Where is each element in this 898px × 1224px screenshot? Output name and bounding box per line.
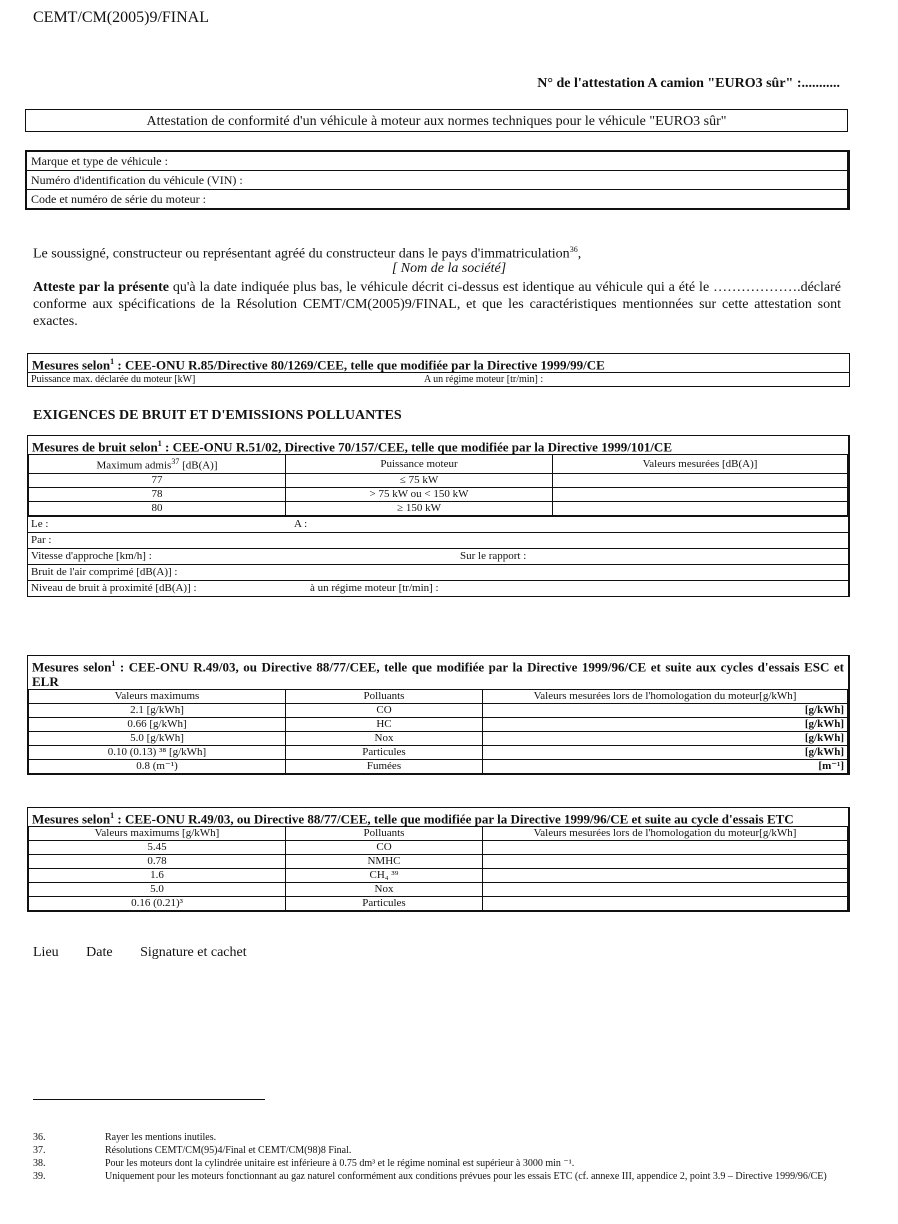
table-row: 5.45 CO bbox=[29, 841, 848, 855]
noise-measured-cell[interactable] bbox=[553, 473, 848, 487]
table-row: 80 ≥ 150 kW bbox=[29, 501, 848, 515]
table-row: 0.78 NMHC bbox=[29, 855, 848, 869]
table-row: 5.0 Nox bbox=[29, 883, 848, 897]
noise-header-max: Maximum admis$^{37}$ [dB(A)] bbox=[29, 455, 286, 474]
noise-header-measured: Valeurs mesurées [dB(A)] bbox=[553, 455, 848, 474]
declaration-body bbox=[33, 279, 841, 330]
requirements-heading: EXIGENCES DE BRUIT ET D'EMISSIONS POLLUANTES bbox=[33, 408, 402, 423]
esc-measured-cell[interactable]: [g/kWh] bbox=[483, 732, 848, 746]
footnote-39: 39. Uniquement pour les moteurs fonctionnant au gaz naturel conformément aux conditions prévues pour les essais ETC (cf. annexe III, appendice 2, point 3.9 – Directive 1999/96/CE) bbox=[33, 1171, 827, 1182]
noise-date-row bbox=[28, 516, 848, 532]
esc-header-measured: Valeurs mesurées lors de l'homologation du moteur[g/kWh] bbox=[483, 690, 848, 704]
gear-ratio-field[interactable]: Sur le rapport : bbox=[460, 549, 527, 562]
table-row: 1.6 CH₄ ³⁹ bbox=[29, 869, 848, 883]
table-row: 0.8 (m⁻¹) Fumées [m⁻¹] bbox=[29, 760, 848, 774]
table-row: 78 > 75 kW ou < 150 kW bbox=[29, 487, 848, 501]
table-row: 77 ≤ 75 kW bbox=[29, 473, 848, 487]
etc-table bbox=[28, 826, 848, 911]
noise-section bbox=[27, 435, 850, 597]
table-row: 0.10 (0.13) ³⁸ [g/kWh] Particules [g/kWh] bbox=[29, 746, 848, 760]
power-speed-label[interactable]: A un régime moteur [tr/min] : bbox=[424, 374, 544, 386]
etc-measured-cell[interactable] bbox=[483, 883, 848, 897]
place-label[interactable]: Lieu bbox=[33, 945, 59, 960]
footnote-divider bbox=[33, 1099, 265, 1100]
vehicle-make-field[interactable]: Marque et type de véhicule : bbox=[27, 152, 847, 171]
etc-measured-cell[interactable] bbox=[483, 841, 848, 855]
esc-header-max: Valeurs maximums bbox=[29, 690, 286, 704]
engine-code-field[interactable]: Code et numéro de série du moteur : bbox=[31, 192, 206, 206]
etc-measured-cell[interactable] bbox=[483, 869, 848, 883]
esc-table bbox=[28, 689, 848, 774]
declaration-rest: qu'à la date indiquée plus bas, le véhicule décrit ci-dessus est identique au véhicule qui a été le ……………….déclaré conforme aux spécifications de la Résolution CEMT/CM(2005)9/FINAL, et que les caractéristiques mentionnées sur cette attestation sont exactes. bbox=[33, 280, 841, 329]
esc-header-pollutant: Polluants bbox=[286, 690, 483, 704]
esc-measured-cell[interactable]: [g/kWh] bbox=[483, 746, 848, 760]
company-name-placeholder: [ Nom de la société] bbox=[391, 261, 507, 276]
etc-header-pollutant: Polluants bbox=[286, 827, 483, 841]
declaration-bold: Atteste par la présente bbox=[33, 280, 169, 295]
esc-measured-cell[interactable]: [g/kWh] bbox=[483, 704, 848, 718]
footnote-37: 37. Résolutions CEMT/CM(95)4/Final et CEMT/CM(98)8 Final. bbox=[33, 1145, 352, 1156]
footnote-38: 38. Pour les moteurs dont la cylindrée unitaire est inférieure à 0.75 dm³ et le régime nominal est supérieur à 3000 min ⁻¹. bbox=[33, 1158, 575, 1169]
air-noise-field[interactable]: Bruit de l'air comprimé [dB(A)] : bbox=[31, 565, 178, 578]
by-field[interactable]: Par : bbox=[31, 533, 52, 546]
table-row: 2.1 [g/kWh] CO [g/kWh] bbox=[29, 704, 848, 718]
esc-section-title: Mesures selon$^1$ : CEE-ONU R.49/03, ou Directive 88/77/CEE, telle que modifiée par la Directive 1999/96/CE et suite aux cycles d'essais ESC et ELR bbox=[32, 659, 845, 690]
date-label[interactable]: Date bbox=[86, 945, 113, 960]
noise-measured-cell[interactable] bbox=[553, 487, 848, 501]
air-noise-row bbox=[28, 564, 848, 580]
footnote-ref-36: 36 bbox=[569, 245, 578, 254]
noise-header-power: Puissance moteur bbox=[286, 455, 553, 474]
document-id: CEMT/CM(2005)9/FINAL bbox=[33, 9, 209, 26]
declaration-line1: Le soussigné, constructeur ou représentant agréé du constructeur dans le pays d'immatriculation$^{36}$, bbox=[33, 245, 582, 262]
esc-measured-cell[interactable]: [g/kWh] bbox=[483, 718, 848, 732]
proximity-speed-field[interactable]: à un régime moteur [tr/min] : bbox=[310, 581, 439, 594]
power-section bbox=[27, 353, 850, 387]
table-row: 0.16 (0.21)³ Particules bbox=[29, 897, 848, 911]
signature-line bbox=[33, 945, 271, 961]
noise-section-title: Mesures de bruit selon$^1$ : CEE-ONU R.51/02, Directive 70/157/CEE, telle que modifiée par la Directive 1999/101/CE bbox=[32, 439, 672, 455]
esc-measured-cell[interactable]: [m⁻¹] bbox=[483, 760, 848, 774]
noise-table bbox=[28, 454, 848, 516]
noise-measured-cell[interactable] bbox=[553, 501, 848, 515]
vehicle-id-box bbox=[25, 150, 850, 210]
noise-by-row bbox=[28, 532, 848, 548]
date-field[interactable]: Le : bbox=[31, 517, 49, 530]
proximity-noise-field[interactable]: Niveau de bruit à proximité [dB(A)] : bbox=[31, 581, 197, 594]
declaration-text: Le soussigné, constructeur ou représentant agréé du constructeur dans le pays d'immatriculation bbox=[33, 246, 570, 262]
etc-header-max: Valeurs maximums [g/kWh] bbox=[29, 827, 286, 841]
power-section-title: Mesures selon$^1$ : CEE-ONU R.85/Directive 80/1269/CEE, telle que modifiée par la Directive 1999/99/CE bbox=[32, 357, 605, 373]
table-row: 0.66 [g/kWh] HC [g/kWh] bbox=[29, 718, 848, 732]
footnote-36: 36. Rayer les mentions inutiles. bbox=[33, 1132, 217, 1143]
signature-label[interactable]: Signature et cachet bbox=[140, 945, 247, 960]
power-row bbox=[28, 372, 849, 386]
etc-measured-cell[interactable] bbox=[483, 855, 848, 869]
place-field[interactable]: A : bbox=[294, 517, 308, 530]
attestation-title: Attestation de conformité d'un véhicule à moteur aux normes techniques pour le véhicule "EURO3 sûr" bbox=[25, 109, 848, 132]
etc-header-measured: Valeurs mesurées lors de l'homologation du moteur[g/kWh] bbox=[483, 827, 848, 841]
approach-speed-row bbox=[28, 548, 848, 564]
etc-section bbox=[27, 807, 850, 912]
etc-section-title: Mesures selon$^1$ : CEE-ONU R.49/03, ou Directive 88/77/CEE, telle que modifiée par la Directive 1999/96/CE et suite au cycle d'essais ETC bbox=[32, 811, 794, 827]
approach-speed-field[interactable]: Vitesse d'approche [km/h] : bbox=[31, 549, 152, 562]
vin-field[interactable]: Numéro d'identification du véhicule (VIN) : bbox=[27, 171, 847, 190]
proximity-noise-row bbox=[28, 580, 848, 596]
attestation-number: N° de l'attestation A camion "EURO3 sûr" :........... bbox=[537, 76, 840, 91]
max-power-label[interactable]: Puissance max. déclarée du moteur [kW] bbox=[31, 374, 196, 386]
etc-measured-cell[interactable] bbox=[483, 897, 848, 911]
esc-section bbox=[27, 655, 850, 775]
table-row: 5.0 [g/kWh] Nox [g/kWh] bbox=[29, 732, 848, 746]
